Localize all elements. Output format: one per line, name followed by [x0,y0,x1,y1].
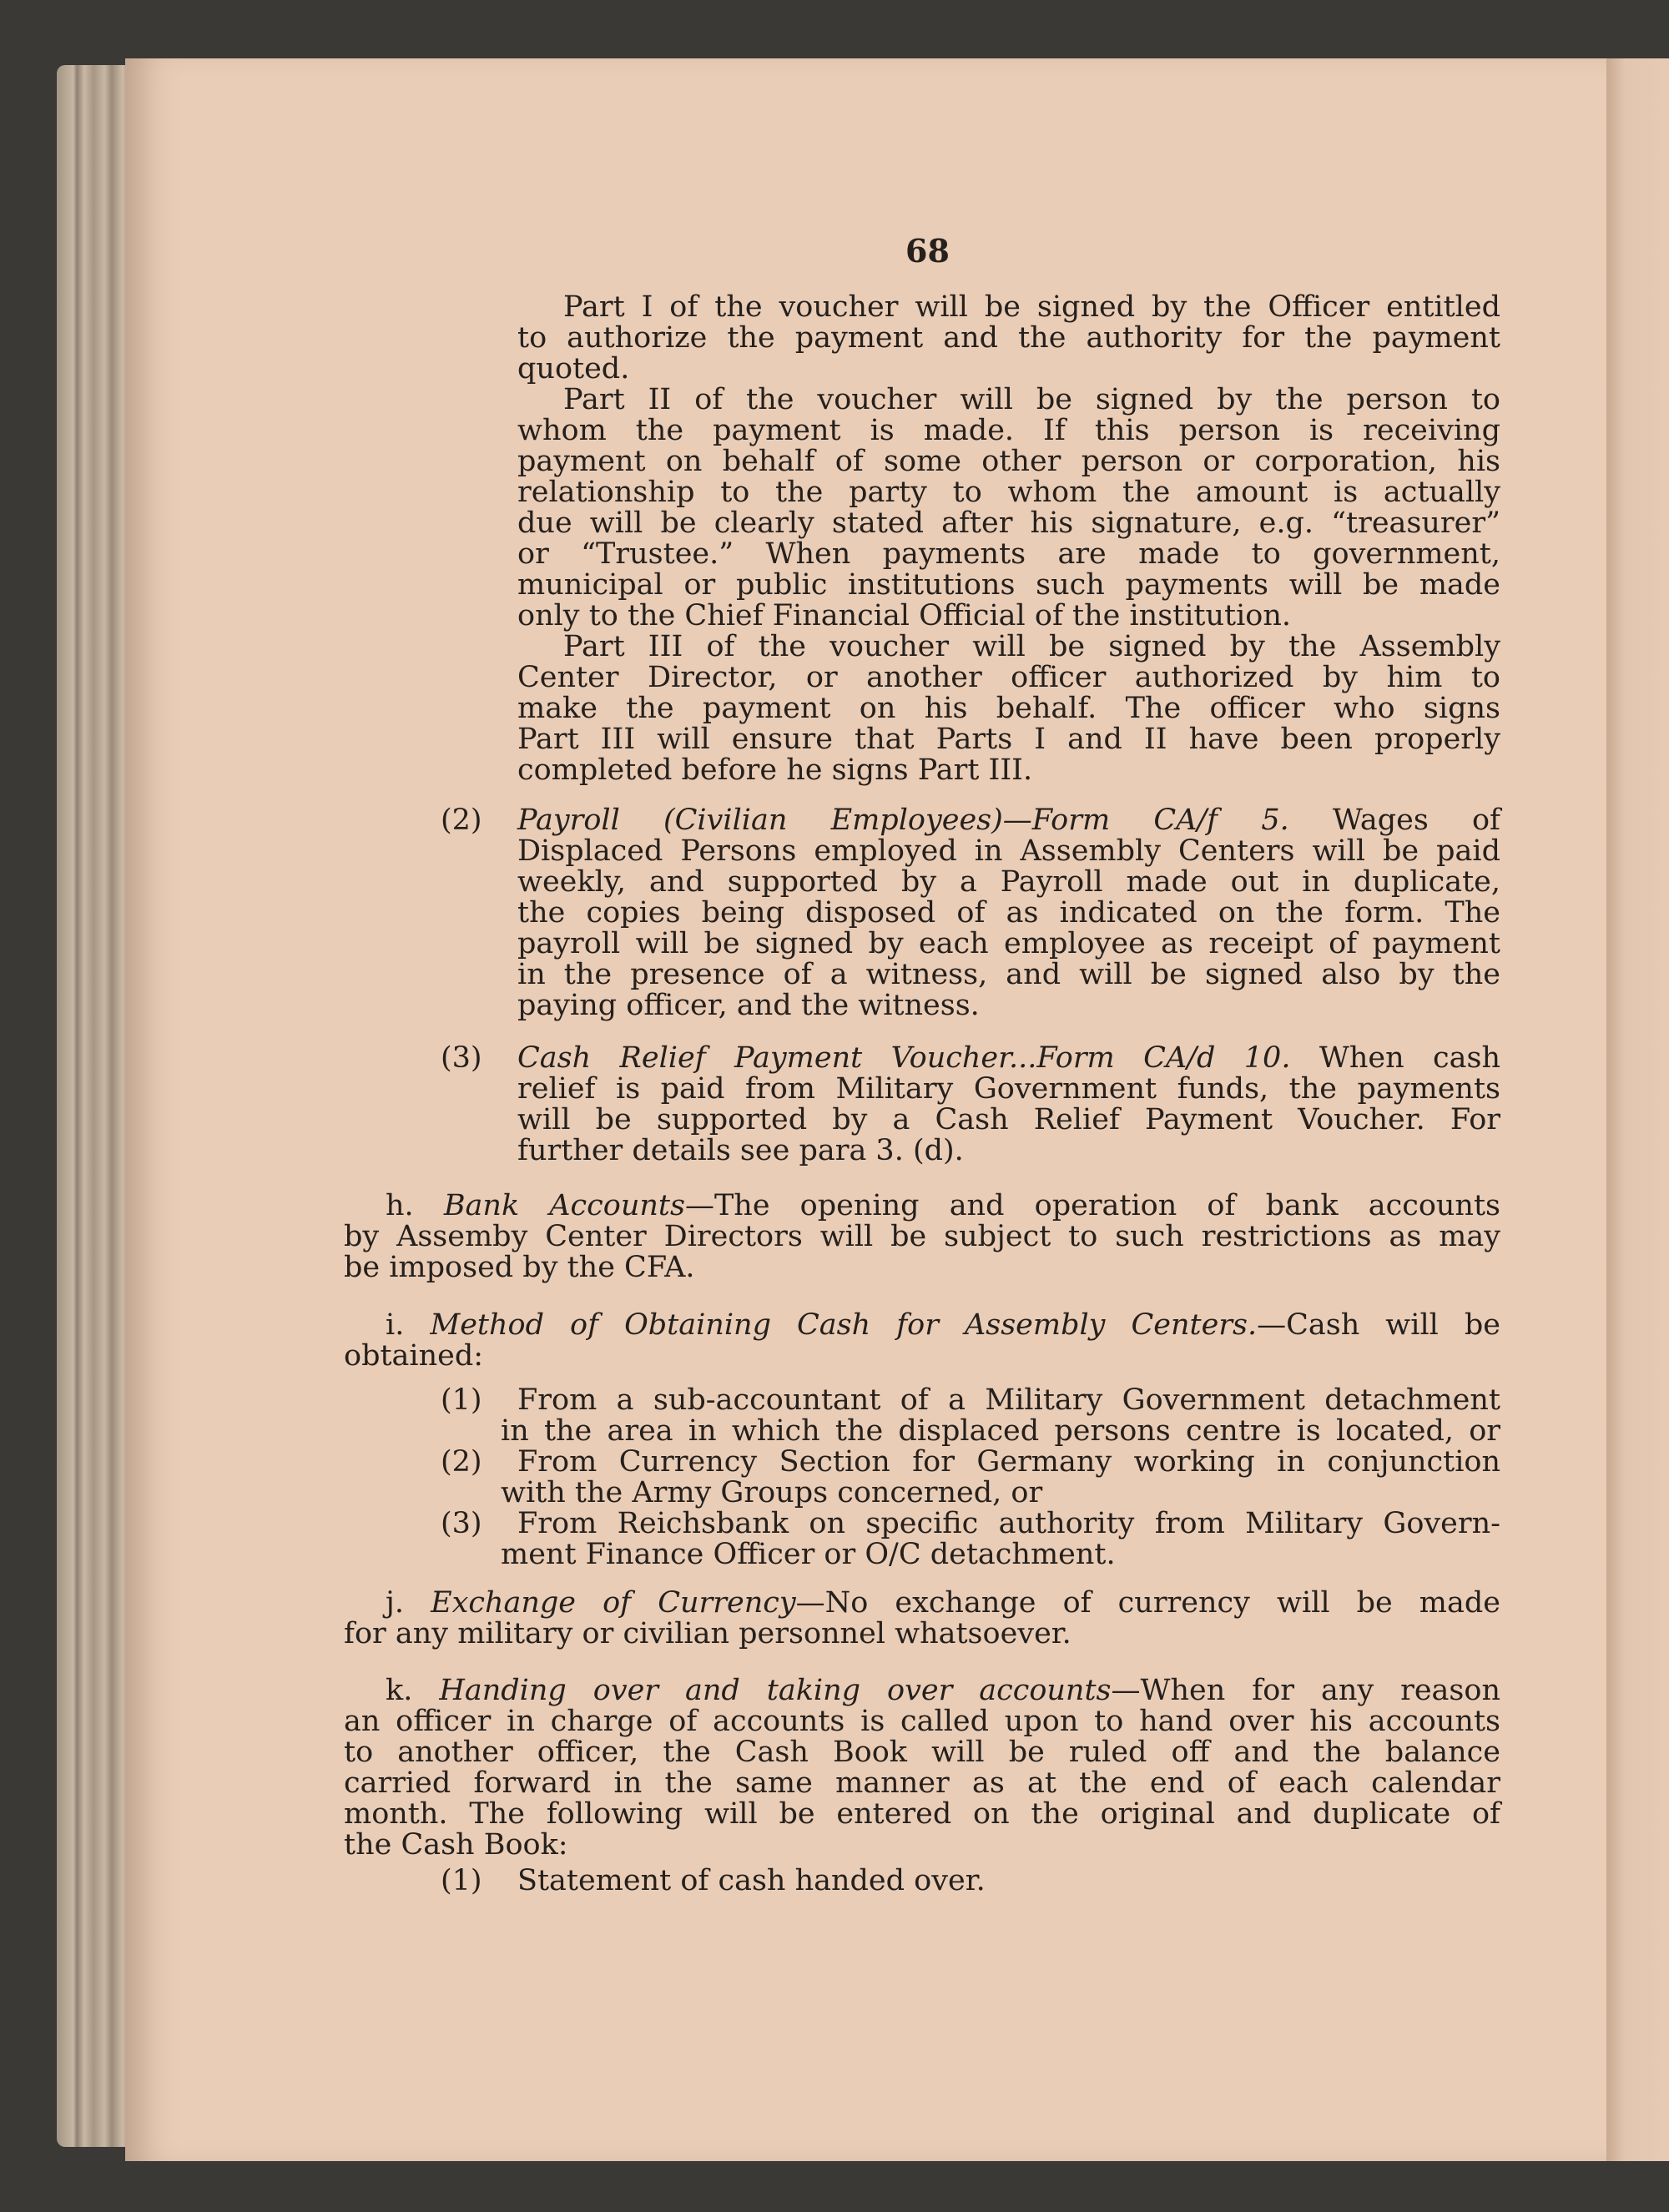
section-h [344,1191,1500,1283]
text-line: carried forward in the same manner as at the end of each calendar [344,1766,1500,1800]
page-number: 68 [905,232,950,270]
text-line: to another officer, the Cash Book will be ruled off and the balance [344,1736,1500,1769]
text-line: Center Director, or another officer authorized by him to [517,661,1500,694]
text-line: the copies being disposed of as indicated on the form. The [517,896,1500,930]
text-line: From a sub-accountant of a Military Government detachment [517,1383,1500,1417]
section-j [344,1588,1500,1650]
section-letter: k. [386,1674,413,1707]
text-line: in the presence of a witness, and will be signed also by the [517,958,1500,991]
item2-number [441,805,482,836]
text-line: further details see para 3. (d). [517,1134,964,1167]
item-number: (1) [441,1864,482,1897]
item-number: (3) [441,1507,482,1540]
item-number: (2) [441,804,482,837]
text-line: relief is paid from Military Government funds, the payments [517,1072,1500,1106]
section-i-items [501,1385,1500,1570]
text-line [386,1310,1500,1341]
text-line: be imposed by the CFA. [344,1251,695,1284]
text-line: Statement of cash handed over. [517,1864,986,1897]
section-k-item [517,1866,986,1897]
item-number: (3) [441,1041,482,1075]
section-title: Method of Obtaining Cash for Assembly Centers. [430,1308,1258,1342]
text-line: only to the Chief Financial Official of the institution. [517,599,1292,632]
item3-paragraph [517,1043,1500,1166]
text-line: Part III of the voucher will be signed by the Assembly [563,630,1500,663]
text-line [386,1191,1500,1222]
section-i-numbers [441,1385,482,1539]
section-text: —The opening and operation of bank accounts [684,1189,1500,1222]
part3-paragraph [517,632,1500,786]
text-line: weekly, and supported by a Payroll made out in duplicate, [517,865,1500,899]
item-number: (1) [441,1383,482,1417]
text-line: with the Army Groups concerned, or [501,1476,1043,1509]
section-k [344,1675,1500,1861]
text-line: or “Trustee.” When payments are made to government, [517,537,1500,571]
facing-page-edge [1606,58,1669,2161]
text-line: for any military or civilian personnel whatsoever. [344,1617,1071,1650]
text-line: Part I of the voucher will be signed by the Officer entitled [563,290,1500,324]
section-text: —When for any reason [1111,1674,1500,1707]
text-line: due will be clearly stated after his signature, e.g. “treasurer” [517,506,1500,540]
section-title: Handing over and taking over accounts [439,1674,1112,1707]
text-line: Part II of the voucher will be signed by the person to [563,383,1500,416]
text-line: quoted. [517,352,630,385]
section-title: Bank Accounts [443,1189,685,1222]
section-letter: j. [386,1586,404,1620]
section-k-item-number [441,1866,482,1897]
section-letter: i. [386,1308,405,1342]
text-line: to authorize the payment and the authority for the payment [517,321,1500,355]
text-line: by Assemby Center Directors will be subject to such restrictions as may [344,1220,1500,1253]
text-line: obtained: [344,1339,484,1373]
text-line: whom the payment is made. If this person is receiving [517,414,1500,447]
text-line: payment on behalf of some other person or corporation, his [517,445,1500,478]
text-line: Displaced Persons employed in Assembly Centers will be paid [517,834,1500,868]
text-line: month. The following will be entered on the original and duplicate of [344,1797,1500,1831]
text-line: municipal or public institutions such payments will be made [517,568,1500,602]
item3-number [441,1043,482,1074]
section-i [344,1310,1500,1372]
text-line [517,805,1500,836]
section-text: —Cash will be [1257,1308,1500,1342]
text-line [386,1675,1500,1706]
text-line: Part III will ensure that Parts I and II have been properly [517,723,1500,756]
text-line: relationship to the party to whom the amount is actually [517,476,1500,509]
text-line [386,1588,1500,1619]
item-number: (2) [441,1445,482,1479]
text-line: completed before he signs Part III. [517,753,1033,787]
part1-paragraph [517,292,1500,385]
part2-paragraph [517,385,1500,632]
text-line [517,1043,1500,1074]
text-line: an officer in charge of accounts is called upon to hand over his accounts [344,1705,1500,1738]
item-title: Payroll (Civilian Employees)—Form CA/f 5. [517,804,1289,837]
text-line: payroll will be signed by each employee as receipt of payment [517,927,1500,960]
text-line: in the area in which the displaced persons centre is located, or [501,1414,1500,1448]
text-line: paying officer, and the witness. [517,989,980,1022]
text-line: From Reichsbank on specific authority from Military Govern- [517,1507,1500,1540]
section-text: —No exchange of currency will be made [795,1586,1500,1620]
text-line: ment Finance Officer or O/C detachment. [501,1538,1116,1571]
text-line: will be supported by a Cash Relief Payment Voucher. For [517,1103,1500,1136]
section-title: Exchange of Currency [431,1586,796,1620]
text-line: the Cash Book: [344,1828,568,1862]
section-letter: h. [386,1189,414,1222]
item2-paragraph [517,805,1500,1021]
item-title: Cash Relief Payment Voucher...Form CA/d 10. [517,1041,1291,1075]
item-text: When cash [1319,1041,1500,1075]
text-line: make the payment on his behalf. The officer who signs [517,692,1500,725]
item-text: Wages of [1332,804,1500,837]
text-line: From Currency Section for Germany working in conjunction [517,1445,1500,1479]
